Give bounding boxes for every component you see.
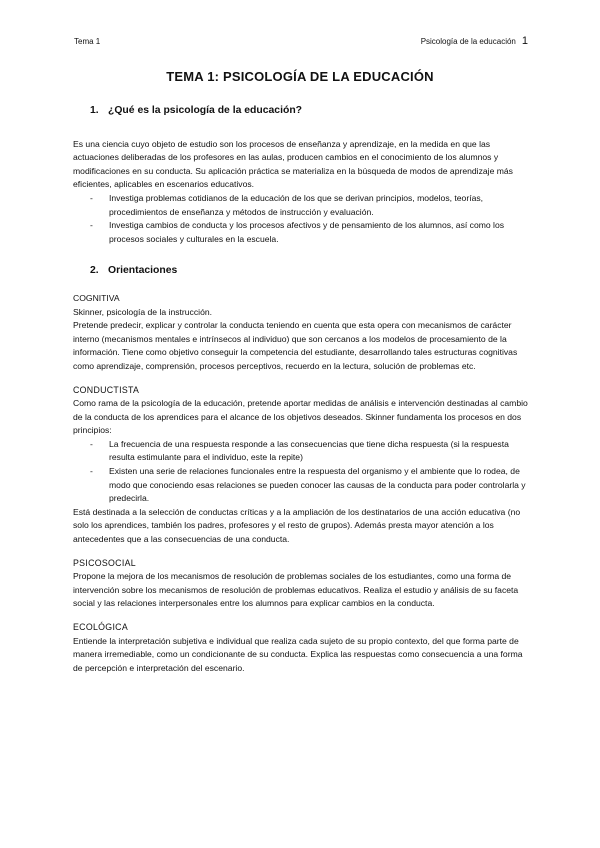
conductista-label: CONDUCTISTA (73, 384, 140, 395)
ecologica-section (73, 621, 528, 675)
header-right (421, 35, 528, 47)
conductista-section (73, 384, 528, 547)
conductista-list (73, 438, 528, 506)
section-1-number: 1. (90, 105, 99, 116)
section-1-heading (90, 104, 528, 118)
cognitiva-section (73, 292, 528, 374)
psicosocial-label: PSICOSOCIAL (73, 557, 136, 568)
page-number: 1 (521, 35, 528, 47)
section-1-title: ¿Qué es la psicología de la educación? (108, 105, 303, 116)
list-item: - Investiga cambios de conducta y los procesos afectivos y de pensamiento de los alumnos, así como los procesos sociales y culturales en la escuela. (73, 219, 528, 246)
cognitiva-label: COGNITIVA (73, 292, 120, 303)
cognitiva-paragraph: Pretende predecir, explicar y controlar la conducta teniendo en cuenta que esta opera con mecanismos de carácter interno (mecanismos mentales e intrínsecos al individuo) que son cercanos a los modelos de procesamiento de la información. Tiene como objetivo conseguir la competencia del estudiante, desarrollando tales estructuras cognitivas como aprendizaje, comprensión, procesos perceptivos, recuerdo en la lectura, solución de problemas etc. (73, 320, 518, 371)
psicosocial-section (73, 557, 528, 611)
list-item: - Investiga problemas cotidianos de la educación de los que se derivan principios, modelos, teorías, procedimientos de enseñanza y métodos de instrucción y evaluación. (73, 192, 528, 219)
header-left: Tema 1 (74, 37, 101, 46)
section-1-paragraph: Es una ciencia cuyo objeto de estudio son los procesos de enseñanza y aprendizaje, en la medida en que las actuaciones deliberadas de los profesores en las aulas, producen cambios en el conocimiento de los alumnos y modificaciones en su conducta. Su aplicación práctica se materializa en la búsqueda de modos de aprendizaje más eficientes, aplicables en escenarios educativos. (73, 138, 513, 190)
list-item: - Existen una serie de relaciones funcionales entre la respuesta del organismo y el ambiente que lo rodea, de modo que conociendo esas relaciones se pueden conocer las causas de la conducta para poder controlarla y predecirla. (73, 465, 528, 506)
cognitiva-subtitle: Skinner, psicología de la instrucción. (73, 306, 213, 317)
header-course: Psicología de la educación (420, 37, 516, 46)
conductista-closing: Está destinada a la selección de conductas críticas y a la ampliación de los destinatarios de una acción educativa (no solo los aprendices, también los padres, profesores y el resto de grupos). Además presta mayor atención a los antecedentes que a las consecuencias de una conducta. (73, 506, 521, 545)
section-1-list (73, 192, 528, 246)
conductista-paragraph: Como rama de la psicología de la educación, pretende aportar medidas de análisis e intervención destinadas al cambio de la conducta de los aprendices para el alcance de los objetivos deseados. Skinner fundamenta los procesos en dos principios: (73, 398, 528, 436)
list-item: - La frecuencia de una respuesta responde a las consecuencias que tiene dicha respuesta (si la respuesta resulta estimulante para el individuo, este la repite) (73, 438, 528, 465)
ecologica-paragraph: Entiende la interpretación subjetiva e individual que realiza cada sujeto de su propio contexto, del que forma parte de manera irremediable, como un condicionante de su conducta. Explica las respuestas como consecuencia a una forma de percepción e interpretación del escenario. (73, 635, 523, 673)
ecologica-label: ECOLÓGICA (73, 622, 129, 632)
section-2-heading (90, 264, 528, 278)
section-2-number: 2. (90, 265, 99, 277)
document-body (73, 104, 528, 675)
section-2-title: Orientaciones (108, 265, 178, 277)
psicosocial-paragraph: Propone la mejora de los mecanismos de resolución de problemas sociales de los estudiantes, como una forma de intervención sobre los mecanismos de resolución de problemas educativos. Realiza el estudio y análisis de su faceta social y las relaciones interpersonales entre los alumnos para explicar cambios en la conducta. (73, 571, 519, 609)
document-title: TEMA 1: PSICOLOGÍA DE LA EDUCACIÓN (166, 69, 434, 84)
